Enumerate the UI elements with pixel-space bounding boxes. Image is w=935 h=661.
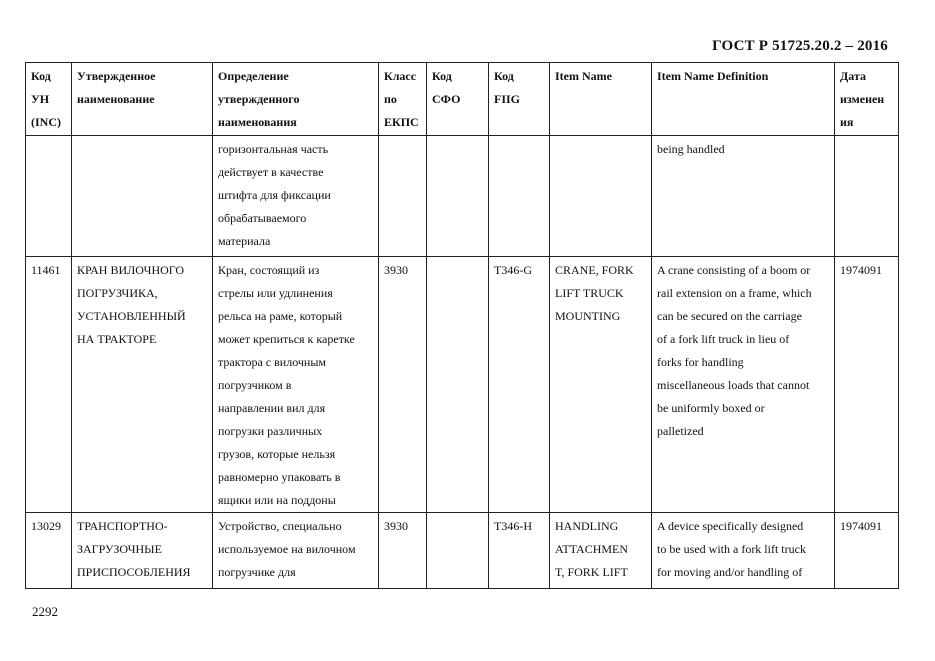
cell-item-definition	[652, 257, 835, 513]
table-row	[26, 257, 899, 513]
cell-line: A device specifically designed	[657, 519, 804, 533]
col-header-item-definition	[652, 63, 835, 136]
col-header-inc	[26, 63, 72, 136]
cell-fiig	[489, 136, 550, 257]
cell-line: being handled	[657, 142, 725, 156]
cell-sfo	[427, 257, 489, 513]
table-header-row	[26, 63, 899, 136]
cell-name	[72, 513, 213, 589]
cell-line: рельса на раме, который	[218, 309, 343, 323]
cell-line: T346-G	[494, 263, 532, 277]
cell-line: Код	[432, 69, 452, 83]
cell-line: 11461	[31, 263, 61, 277]
cell-definition	[213, 136, 379, 257]
cell-line: ПРИСПОСОБЛЕНИЯ	[77, 565, 191, 579]
cell-line: обрабатываемого	[218, 211, 307, 225]
cell-line: может крепиться к каретке	[218, 332, 355, 346]
cell-date	[835, 513, 899, 589]
cell-line: rail extension on a frame, which	[657, 286, 812, 300]
col-header-class	[379, 63, 427, 136]
cell-line: НА ТРАКТОРЕ	[77, 332, 157, 346]
cell-definition	[213, 257, 379, 513]
cell-line: трактора с вилочным	[218, 355, 327, 369]
cell-line: Утвержденное	[77, 69, 156, 83]
cell-date	[835, 257, 899, 513]
cell-line: действует в качестве	[218, 165, 324, 179]
cell-line: ATTACHMEN	[555, 542, 629, 556]
cell-item-definition	[652, 513, 835, 589]
cell-line: ЗАГРУЗОЧНЫЕ	[77, 542, 162, 556]
cell-item-definition	[652, 136, 835, 257]
classification-table	[25, 62, 899, 589]
cell-line: наименования	[218, 115, 297, 129]
cell-line: материала	[218, 234, 271, 248]
col-header-date	[835, 63, 899, 136]
cell-line: грузов, которые нельзя	[218, 447, 336, 461]
col-header-sfo	[427, 63, 489, 136]
cell-line: ящики или на поддоны	[218, 493, 336, 507]
cell-line: 3930	[384, 263, 408, 277]
cell-line: КРАН ВИЛОЧНОГО	[77, 263, 185, 277]
cell-name	[72, 136, 213, 257]
cell-line: штифта для фиксации	[218, 188, 331, 202]
cell-line: miscellaneous loads that cannot	[657, 378, 810, 392]
cell-line: be uniformly boxed or	[657, 401, 765, 415]
cell-line: Устройство, специально	[218, 519, 342, 533]
cell-line: CRANE, FORK	[555, 263, 634, 277]
cell-class	[379, 136, 427, 257]
cell-line: LIFT TRUCK	[555, 286, 624, 300]
cell-line: 13029	[31, 519, 61, 533]
cell-name	[72, 257, 213, 513]
cell-line: ТРАНСПОРТНО-	[77, 519, 168, 533]
cell-line: Класс	[384, 69, 417, 83]
cell-line: palletized	[657, 424, 704, 438]
cell-line: forks for handling	[657, 355, 744, 369]
cell-class	[379, 513, 427, 589]
col-header-fiig	[489, 63, 550, 136]
cell-definition	[213, 513, 379, 589]
cell-line: погрузчиком в	[218, 378, 292, 392]
cell-line: 1974091	[840, 263, 882, 277]
cell-line: УН	[31, 92, 50, 106]
cell-line: HANDLING	[555, 519, 619, 533]
cell-item-name	[550, 136, 652, 257]
cell-line: ЕКПС	[384, 115, 419, 129]
cell-line: ПОГРУЗЧИКА,	[77, 286, 158, 300]
table-row	[26, 136, 899, 257]
cell-class	[379, 257, 427, 513]
cell-inc	[26, 257, 72, 513]
cell-sfo	[427, 513, 489, 589]
cell-line: направлении вил для	[218, 401, 326, 415]
cell-line: Определение	[218, 69, 289, 83]
table-row	[26, 513, 899, 589]
cell-line: погрузки различных	[218, 424, 323, 438]
cell-sfo	[427, 136, 489, 257]
cell-line: 1974091	[840, 519, 882, 533]
cell-line: Кран, состоящий из	[218, 263, 320, 277]
col-header-definition	[213, 63, 379, 136]
cell-line: T346-H	[494, 519, 532, 533]
cell-line: используемое на вилочном	[218, 542, 356, 556]
cell-line: for moving and/or handling of	[657, 565, 803, 579]
cell-line: (INC)	[31, 115, 61, 129]
cell-line: по	[384, 92, 397, 106]
cell-inc	[26, 136, 72, 257]
cell-line: of a fork lift truck in lieu of	[657, 332, 790, 346]
cell-date	[835, 136, 899, 257]
cell-line: Item Name	[555, 69, 612, 83]
cell-line: погрузчике для	[218, 565, 296, 579]
cell-line: 3930	[384, 519, 408, 533]
cell-line: наименование	[77, 92, 155, 106]
cell-line: Item Name Definition	[657, 69, 769, 83]
cell-line: FIIG	[494, 92, 521, 106]
cell-line: A crane consisting of a boom or	[657, 263, 811, 277]
cell-item-name	[550, 513, 652, 589]
cell-fiig	[489, 513, 550, 589]
cell-line: Код	[31, 69, 51, 83]
cell-fiig	[489, 257, 550, 513]
col-header-approved-name	[72, 63, 213, 136]
cell-item-name	[550, 257, 652, 513]
cell-line: to be used with a fork lift truck	[657, 542, 806, 556]
cell-line: изменен	[840, 92, 885, 106]
cell-line: горизонтальная часть	[218, 142, 329, 156]
page-number: 2292	[32, 604, 58, 619]
cell-inc	[26, 513, 72, 589]
cell-line: can be secured on the carriage	[657, 309, 802, 323]
cell-line: Код	[494, 69, 514, 83]
cell-line: утвержденного	[218, 92, 300, 106]
col-header-item-name	[550, 63, 652, 136]
cell-line: MOUNTING	[555, 309, 621, 323]
cell-line: равномерно упаковать в	[218, 470, 341, 484]
cell-line: Дата	[840, 69, 866, 83]
document-standard-header: ГОСТ Р 51725.20.2 – 2016	[712, 38, 888, 54]
cell-line: ия	[840, 115, 854, 129]
cell-line: УСТАНОВЛЕННЫЙ	[77, 309, 186, 323]
cell-line: стрелы или удлинения	[218, 286, 333, 300]
cell-line: T, FORK LIFT	[555, 565, 628, 579]
cell-line: СФО	[432, 92, 461, 106]
